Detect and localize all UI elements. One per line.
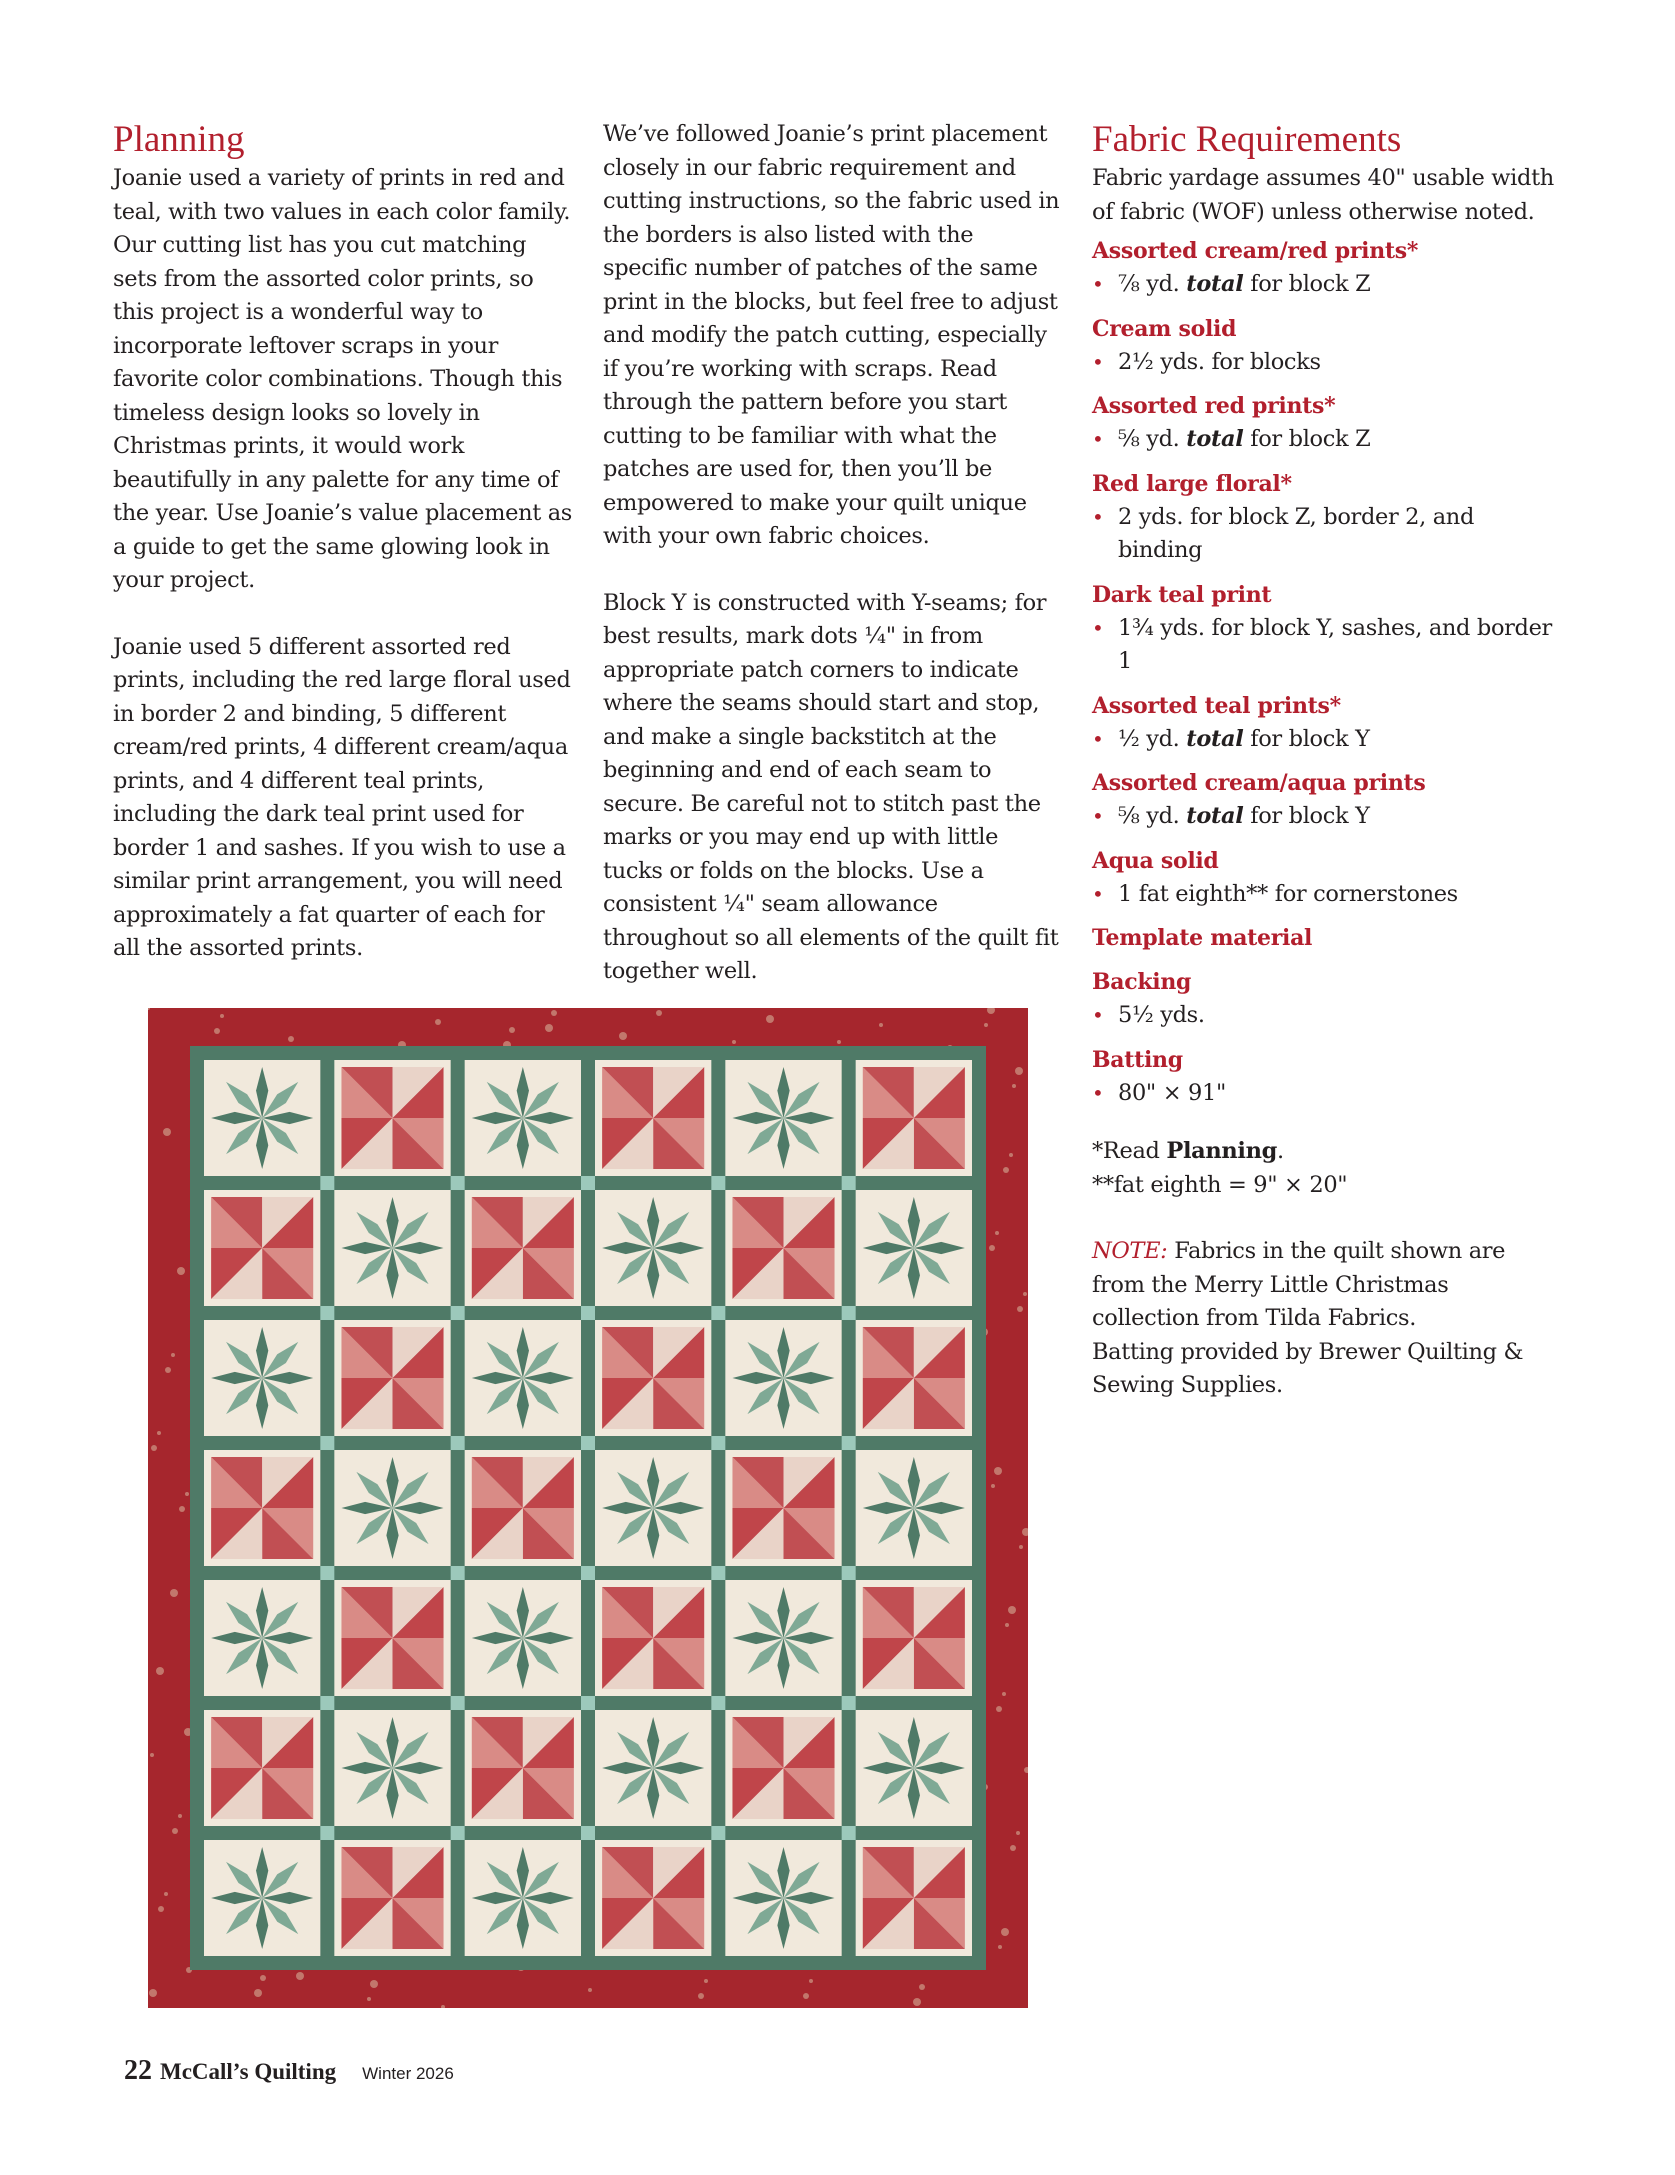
middle-paragraph-1: We’ve followed Joanie’s print placement closely in our fabric requirement and cutting instructions, so the fabric used in the borders is also listed with the specific number of patches of the same print in the blocks, but feel free to adjust and modify the patch cutting, especially if you’re working with scraps. Read through the pattern before you start cutting to be familiar with what the patches are used for, then you’ll be empowered to make your quilt unique with your own fabric choices. [603,121,1060,549]
requirement-category: Assorted teal prints* [1092,692,1341,719]
cornerstone [842,1176,856,1190]
cornerstone [581,1566,595,1580]
planning-paragraph-2: Joanie used 5 different assorted red prints, including the red large floral used in border 2 and binding, 5 different cream/red prints, 4 different cream/aqua prints, and 4 different teal prints, including the dark teal print used for border 1 and sashes. If you wish to use a similar print arrangement, you will need approximately a fat quarter of each for all the assorted prints. [113,633,571,961]
middle-column [603,118,1063,989]
cornerstone [451,1696,465,1710]
cornerstone [711,1826,725,1840]
requirement-item: • ⅝ yd. total for block Y [1092,800,1562,834]
requirement-item: • ½ yd. total for block Y [1092,723,1562,757]
requirement-item: • 80" × 91" [1092,1077,1562,1111]
requirement-category: Assorted cream/red prints* [1092,238,1419,264]
footnote-read-planning: *Read Planning. [1092,1138,1284,1164]
planning-heading: Planning [113,119,245,160]
requirements-list [1092,235,1562,1110]
cornerstone [711,1566,725,1580]
cornerstone [581,1306,595,1320]
requirement-group [1092,579,1562,679]
page-number: 22 [124,2055,152,2086]
planning-paragraph-1: Joanie used a variety of prints in red and teal, with two values in each color family. Our cutting list has you cut matching sets from the assorted color prints, so this project is a wonderful way to incorporate leftover scraps in your favorite color combinations. Though this timeless design looks so lovely in Christmas prints, it would work beautifully in any palette for any time of the year. Use Joanie’s value placement as a guide to get the same glowing look in your project. [113,165,572,593]
bullet-icon: • [1092,804,1104,828]
requirement-category: Assorted red prints* [1092,393,1336,419]
batting-credit: Batting provided by Brewer Quilting & Sewing Supplies. [1092,1338,1524,1398]
cornerstone [581,1436,595,1450]
bullet-icon: • [1092,272,1104,296]
planning-column [113,118,575,966]
cornerstone [451,1826,465,1840]
cornerstone [842,1436,856,1450]
requirement-item: • 2½ yds. for blocks [1092,346,1562,380]
cornerstone [320,1566,334,1580]
cornerstone [842,1306,856,1320]
magazine-name: McCall’s Quilting [160,2059,337,2084]
requirement-item: • ⅞ yd. total for block Z [1092,268,1562,302]
requirements-heading: Fabric Requirements [1092,119,1402,160]
cornerstone [711,1696,725,1710]
cornerstone [581,1176,595,1190]
requirement-group [1092,767,1562,834]
requirement-category: Batting [1092,1046,1183,1073]
requirement-category: Backing [1092,969,1192,995]
bullet-icon: • [1092,1080,1104,1105]
cornerstone [581,1826,595,1840]
requirement-group [1092,1044,1562,1111]
requirement-group [1092,690,1562,757]
issue-date: Winter 2026 [362,2064,454,2083]
bullet-icon: • [1092,881,1104,906]
cornerstone [320,1696,334,1710]
requirement-category: Cream solid [1092,315,1237,342]
bullet-icon: • [1092,1003,1104,1027]
quilt-photo [148,1008,1028,2008]
cornerstone [451,1306,465,1320]
requirement-category: Template material [1092,925,1313,951]
cornerstone [320,1436,334,1450]
cornerstone [842,1826,856,1840]
cornerstone [842,1566,856,1580]
cornerstone [581,1696,595,1710]
bullet-icon: • [1092,615,1104,640]
requirement-group [1092,845,1562,912]
requirement-group [1092,313,1562,380]
cornerstone [320,1306,334,1320]
bullet-icon: • [1092,726,1104,751]
requirement-category: Red large floral* [1092,470,1292,497]
requirement-group [1092,468,1562,568]
bullet-icon: • [1092,427,1104,451]
requirement-item: • ⅝ yd. total for block Z [1092,423,1562,457]
middle-paragraph-2: Block Y is constructed with Y-seams; for best results, mark dots ¼" in from appropriate patch corners to indicate where the seams should start and stop, and make a single backstitch at the beginning and end of each seam to secure. Be careful not to stitch past the marks or you may end up with little tucks or folds on the blocks. Use a consistent ¼" seam allowance throughout so all elements of the quilt fit together well. [603,589,1059,984]
requirement-item: • 1¾ yds. for block Y, sashes, and border 1 [1092,612,1562,679]
cornerstone [711,1306,725,1320]
page-footer [124,2055,454,2087]
cornerstone [842,1696,856,1710]
requirement-category: Assorted cream/aqua prints [1092,770,1426,796]
requirement-group [1092,390,1562,457]
cornerstone [320,1176,334,1190]
fabric-note: NOTE: Fabrics in the quilt shown are from the Merry Little Christmas collection from Tilda Fabrics. [1092,1238,1506,1331]
cornerstone [320,1826,334,1840]
requirements-column [1092,118,1562,1403]
requirements-intro: Fabric yardage assumes 40" usable width of fabric (WOF) unless otherwise noted. [1092,165,1554,225]
requirement-category: Aqua solid [1092,847,1219,874]
requirement-item: • 5½ yds. [1092,999,1562,1033]
requirement-group [1092,922,1562,955]
requirement-item: • 1 fat eighth** for cornerstones [1092,878,1562,912]
requirement-group [1092,235,1562,302]
cornerstone [451,1566,465,1580]
cornerstone [711,1176,725,1190]
note-label: NOTE: [1092,1238,1168,1264]
requirement-item: • 2 yds. for block Z, border 2, and binding [1092,501,1562,568]
bullet-icon: • [1092,349,1104,374]
cornerstone [451,1436,465,1450]
bullet-icon: • [1092,504,1104,529]
requirement-category: Dark teal print [1092,581,1272,608]
requirement-group [1092,966,1562,1033]
cornerstone [711,1436,725,1450]
cornerstone [451,1176,465,1190]
footnote-fat-eighth: **fat eighth = 9" × 20" [1092,1171,1348,1198]
